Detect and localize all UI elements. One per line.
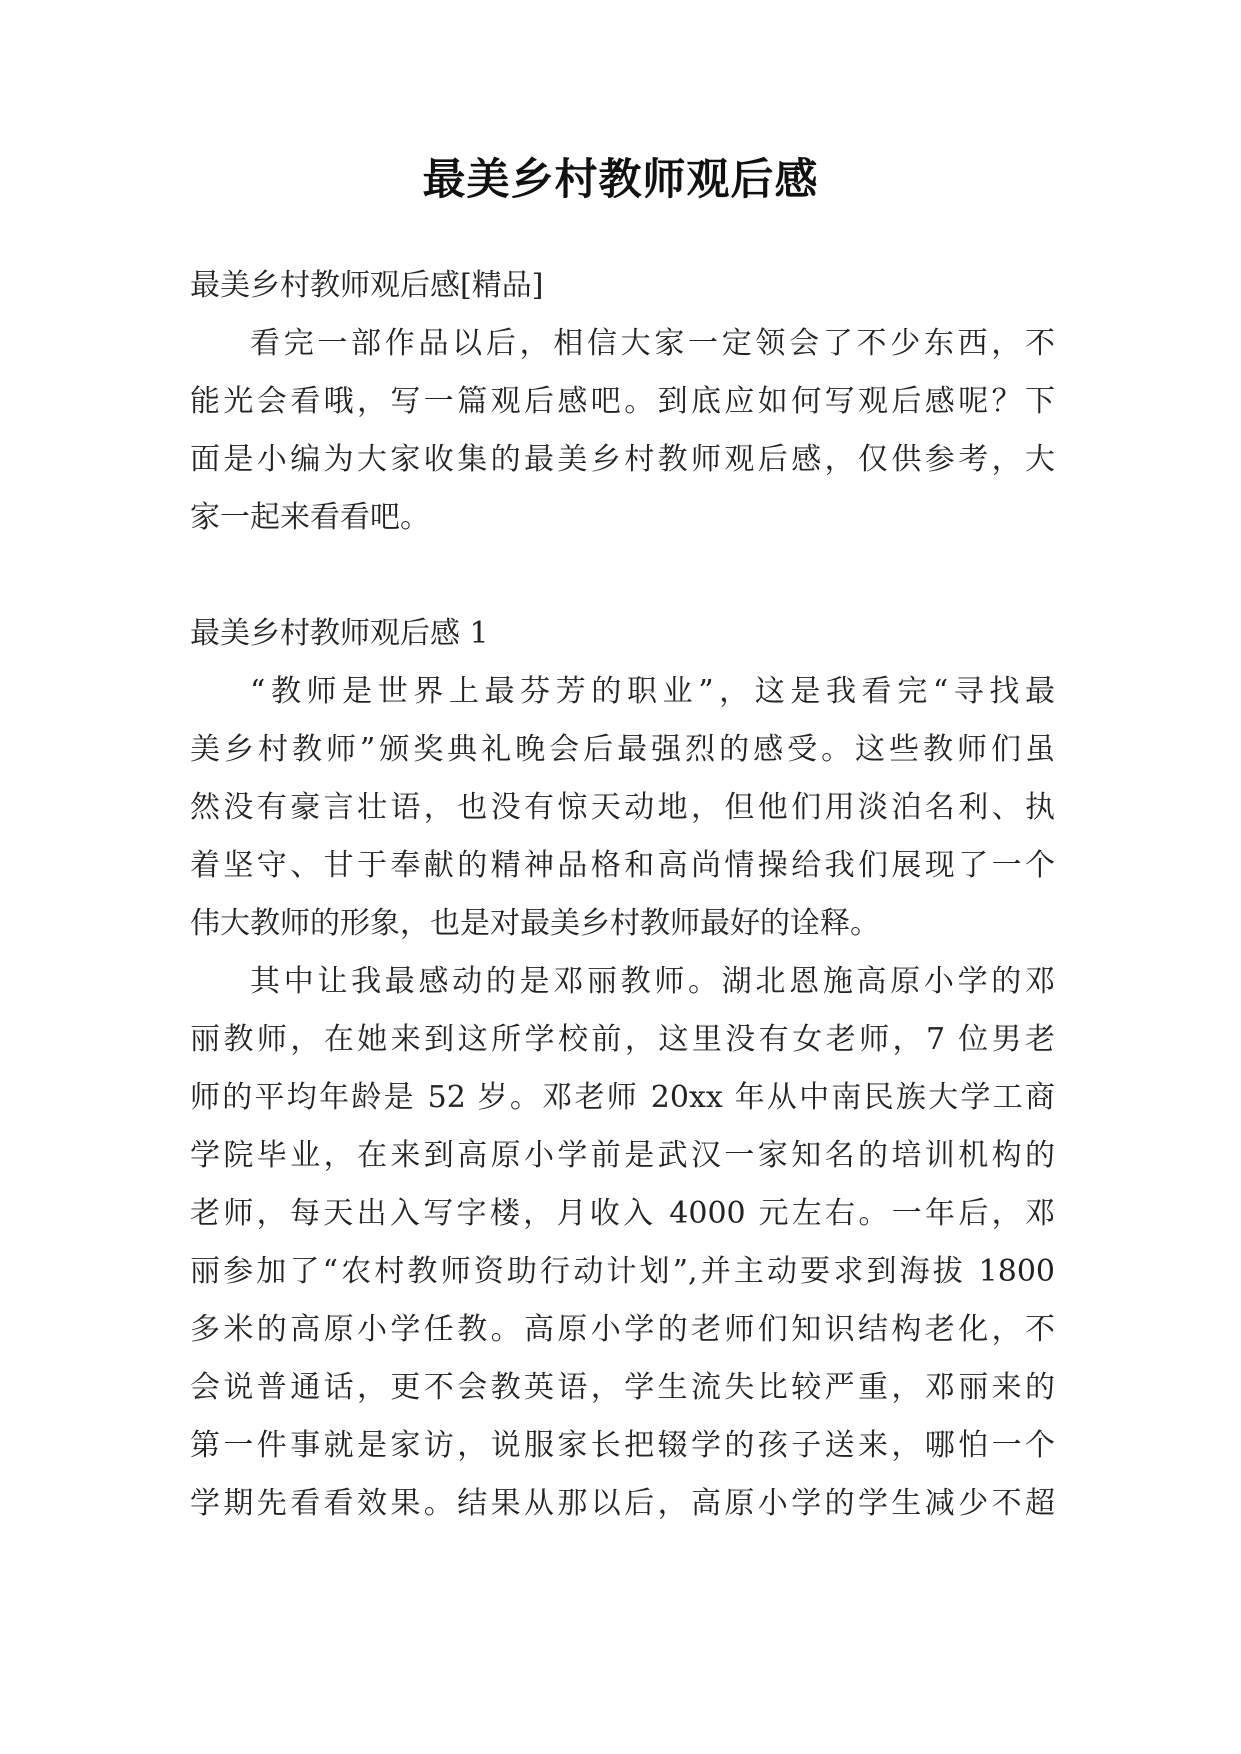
text-line: 着坚守、甘于奉献的精神品格和高尚情操给我们展现了一个 xyxy=(190,848,1055,883)
text-line: 伟大教师的形象，也是对最美乡村教师最好的诠释。 xyxy=(190,906,880,941)
text-line: 面是小编为大家收集的最美乡村教师观后感，仅供参考，大 xyxy=(190,442,1055,477)
text-line: 老师，每天出入写字楼，月收入 4000 元左右。一年后，邓 xyxy=(190,1196,1055,1231)
text-line: “教师是世界上最芬芳的职业”，这是我看完“寻找最 xyxy=(250,674,1055,709)
text-line: 看完一部作品以后，相信大家一定领会了不少东西，不 xyxy=(250,326,1055,361)
text-line: 丽教师，在她来到这所学校前，这里没有女老师，7 位男老 xyxy=(190,1022,1055,1057)
text-line: 师的平均年龄是 52 岁。邓老师 20xx 年从中南民族大学工商 xyxy=(190,1080,1055,1115)
intro-paragraph xyxy=(190,315,1055,547)
text-line: 丽参加了“农村教师资助行动计划”,并主动要求到海拔 1800 xyxy=(190,1254,1055,1289)
text-line: 第一件事就是家访，说服家长把辍学的孩子送来，哪怕一个 xyxy=(190,1428,1055,1463)
document-body xyxy=(190,257,1055,1533)
section-heading: 最美乡村教师观后感 1 xyxy=(190,616,489,651)
paragraph-gap xyxy=(190,547,1055,605)
text-line: 家一起来看看吧。 xyxy=(190,500,430,535)
text-line: 多米的高原小学任教。高原小学的老师们知识结构老化，不 xyxy=(190,1312,1055,1347)
paragraph-1 xyxy=(190,663,1055,953)
document-subtitle: 最美乡村教师观后感[精品] xyxy=(190,268,544,303)
text-line: 学院毕业，在来到高原小学前是武汉一家知名的培训机构的 xyxy=(190,1138,1055,1173)
document-title: 最美乡村教师观后感 xyxy=(422,155,819,205)
paragraph-2 xyxy=(190,953,1055,1533)
text-line: 会说普通话，更不会教英语，学生流失比较严重，邓丽来的 xyxy=(190,1370,1055,1405)
text-line: 然没有豪言壮语，也没有惊天动地，但他们用淡泊名利、执 xyxy=(190,790,1055,825)
text-line: 能光会看哦，写一篇观后感吧。到底应如何写观后感呢？下 xyxy=(190,384,1055,419)
text-line: 美乡村教师”颁奖典礼晚会后最强烈的感受。这些教师们虽 xyxy=(190,732,1055,767)
text-line: 其中让我最感动的是邓丽教师。湖北恩施高原小学的邓 xyxy=(250,964,1055,999)
text-line: 学期先看看效果。结果从那以后，高原小学的学生减少不超 xyxy=(190,1486,1055,1521)
